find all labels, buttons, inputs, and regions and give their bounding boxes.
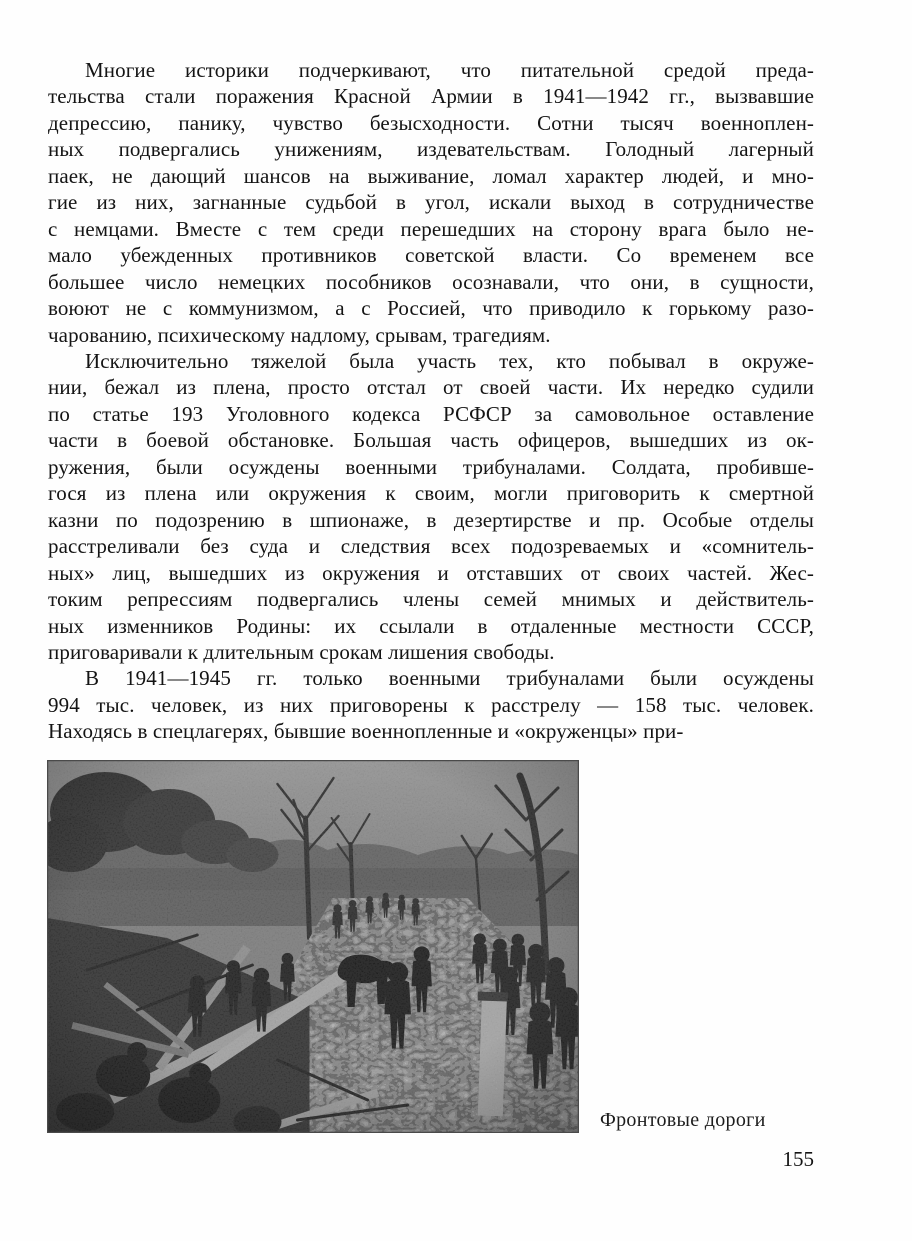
body-text	[48, 57, 814, 745]
text-line: Исключительно тяжелой была участь тех, кто побывал в окруже-	[85, 348, 814, 373]
text-line: расстреливали без суда и следствия всех подозреваемых и «сомнитель-	[48, 534, 814, 559]
figure-caption: Фронтовые дороги	[600, 1109, 766, 1131]
text-line: тельства стали поражения Красной Армии в 1941—1942 гг., вызвавшие	[48, 84, 814, 109]
text-line: воюют не с коммунизмом, а с Россией, что приводило к горькому разо-	[48, 296, 814, 321]
page-number: 155	[782, 1147, 814, 1171]
text-line: В 1941—1945 гг. только военными трибуналами были осуждены	[85, 666, 814, 691]
war-photo-illustration	[47, 760, 579, 1133]
text-line: мало убежденных противников советской власти. Со временем все	[48, 243, 814, 268]
text-line: с немцами. Вместе с тем среди перешедших на сторону врага было не-	[48, 216, 814, 241]
photo-front-roads	[47, 760, 579, 1133]
text-line: ных подвергались унижениям, издевательствам. Голодный лагерный	[48, 137, 814, 162]
text-line: приговаривали к длительным срокам лишения свободы.	[48, 639, 555, 664]
text-line: Находясь в спецлагерях, бывшие военнопленные и «окруженцы» при-	[48, 719, 684, 744]
text-line: ных» лиц, вышедших из окружения и отставших от своих частей. Жес-	[48, 560, 814, 585]
paragraph	[48, 665, 814, 744]
text-line: депрессию, панику, чувство безысходности. Сотни тысяч военноплен-	[48, 110, 814, 135]
text-line: по статье 193 Уголовного кодекса РСФСР за самовольное оставление	[48, 401, 814, 426]
text-line: казни по подозрению в шпионаже, в дезертирстве и пр. Особые отделы	[48, 507, 814, 532]
text-line: ружения, были осуждены военными трибуналами. Солдата, пробивше-	[48, 454, 814, 479]
text-line: паек, не дающий шансов на выживание, ломал характер людей, и мно-	[48, 163, 814, 188]
text-line: Многие историки подчеркивают, что питательной средой преда-	[85, 58, 814, 82]
text-line: большее число немецких пособников осознавали, что они, в сущности,	[48, 269, 814, 294]
paragraph	[48, 348, 814, 665]
text-line: гие из них, загнанные судьбой в угол, искали выход в сотрудничестве	[48, 190, 814, 215]
text-line: 994 тыс. человек, из них приговорены к расстрелу — 158 тыс. человек.	[48, 692, 814, 717]
text-line: ных изменников Родины: их ссылали в отдаленные местности СССР,	[48, 613, 814, 638]
paragraph	[48, 57, 814, 348]
text-line: части в боевой обстановке. Большая часть офицеров, вышедших из ок-	[48, 428, 814, 453]
text-line: токим репрессиям подвергались члены семей мнимых и действитель-	[48, 587, 814, 612]
text-line: нии, бежал из плена, просто отстал от своей части. Их нередко судили	[48, 375, 814, 400]
text-line: чарованию, психическому надлому, срывам, трагедиям.	[48, 322, 551, 347]
text-line: гося из плена или окружения к своим, могли приговорить к смертной	[48, 481, 814, 506]
